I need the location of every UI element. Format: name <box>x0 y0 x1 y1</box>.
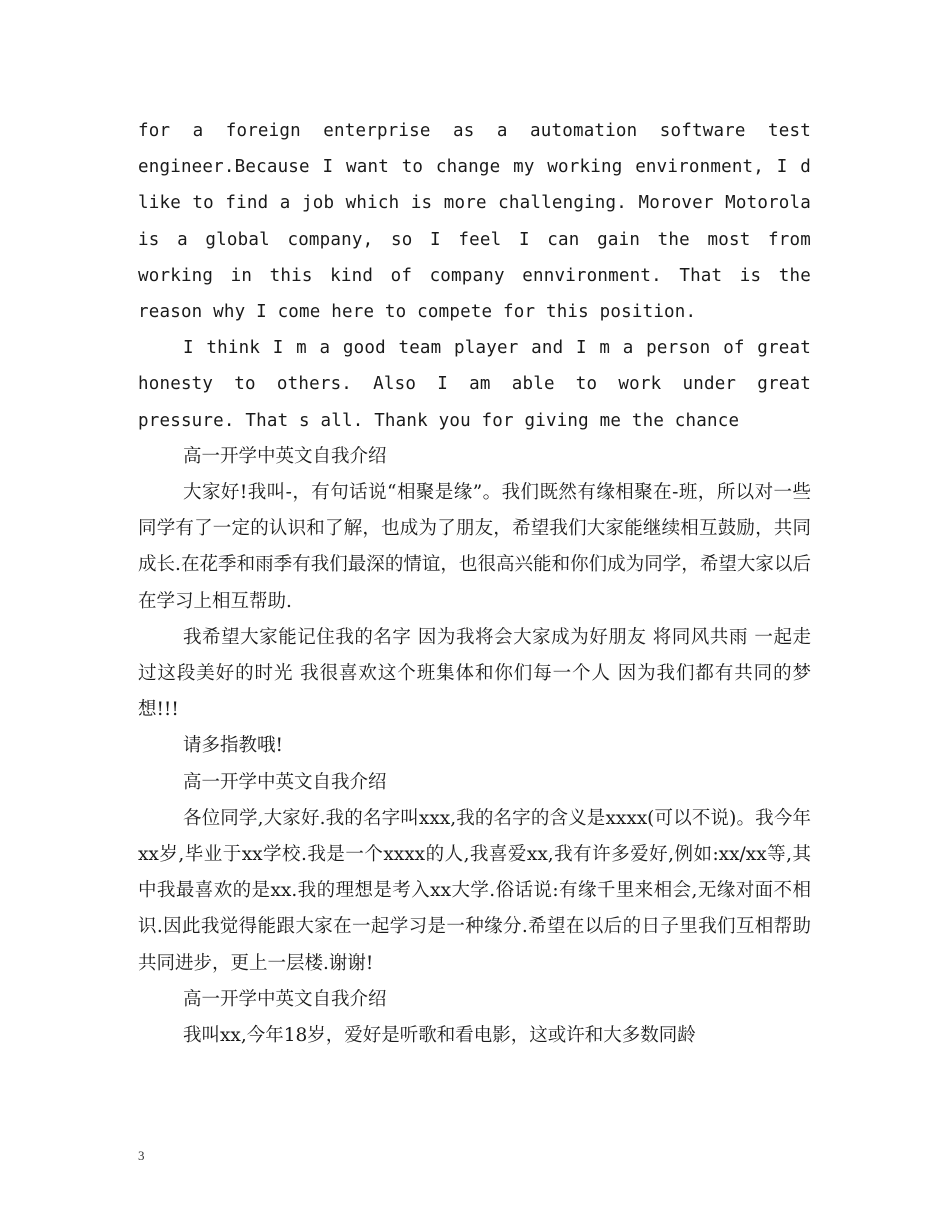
section-heading: 高一开学中英文自我介绍 <box>183 988 387 1010</box>
paragraph: 我叫xx,今年18岁，爱好是听歌和看电影，这或许和大多数同龄 <box>183 1025 696 1047</box>
paragraph: 大家好!我叫-，有句话说“相聚是缘”。我们既然有缘相聚在-班，所以对一些同学有了一定的认识和了解，也成为了朋友，希望我们大家能继续相互鼓励，共同成长.在花季和雨季有我们最深的情谊，也很高兴能和你们成为同学，希望大家以后在学习上相互帮助. <box>138 482 811 612</box>
paragraph-english-intro: for a foreign enterprise as a automation software test engineer.Because I want to change my working environment, I d like to find a job which is more challenging. Morover Motorola is a global company, so I feel I can gain the most from working in this kind of company ennvironment. That is the reason why I come here to compete for this position. <box>138 121 811 323</box>
paragraph: 各位同学,大家好.我的名字叫xxx,我的名字的含义是xxxx(可以不说)。我今年xx岁,毕业于xx学校.我是一个xxxx的人,我喜爱xx,我有许多爱好,例如:xx/xx等,其中我最喜欢的是xx.我的理想是考入xx大学.俗话说:有缘千里来相会,无缘对面不相识.因此我觉得能跟大家在一起学习是一种缘分.希望在以后的日子里我们互相帮助共同进步，更上一层楼.谢谢! <box>138 807 811 974</box>
section-heading: 高一开学中英文自我介绍 <box>183 771 387 793</box>
paragraph: 请多指教哦! <box>183 735 283 757</box>
paragraph-english-closing: I think I m a good team player and I m a person of great honesty to others. Also I am able to work under great pressure. That s all. Thank you for giving me the chance <box>138 338 811 431</box>
document-body <box>138 113 811 1054</box>
paragraph: 我希望大家能记住我的名字 因为我将会大家成为好朋友 将同风共雨 一起走过这段美好的时光 我很喜欢这个班集体和你们每一个人 因为我们都有共同的梦想!!! <box>138 626 811 721</box>
page-number: 3 <box>138 1148 145 1163</box>
section-heading: 高一开学中英文自我介绍 <box>183 445 387 467</box>
